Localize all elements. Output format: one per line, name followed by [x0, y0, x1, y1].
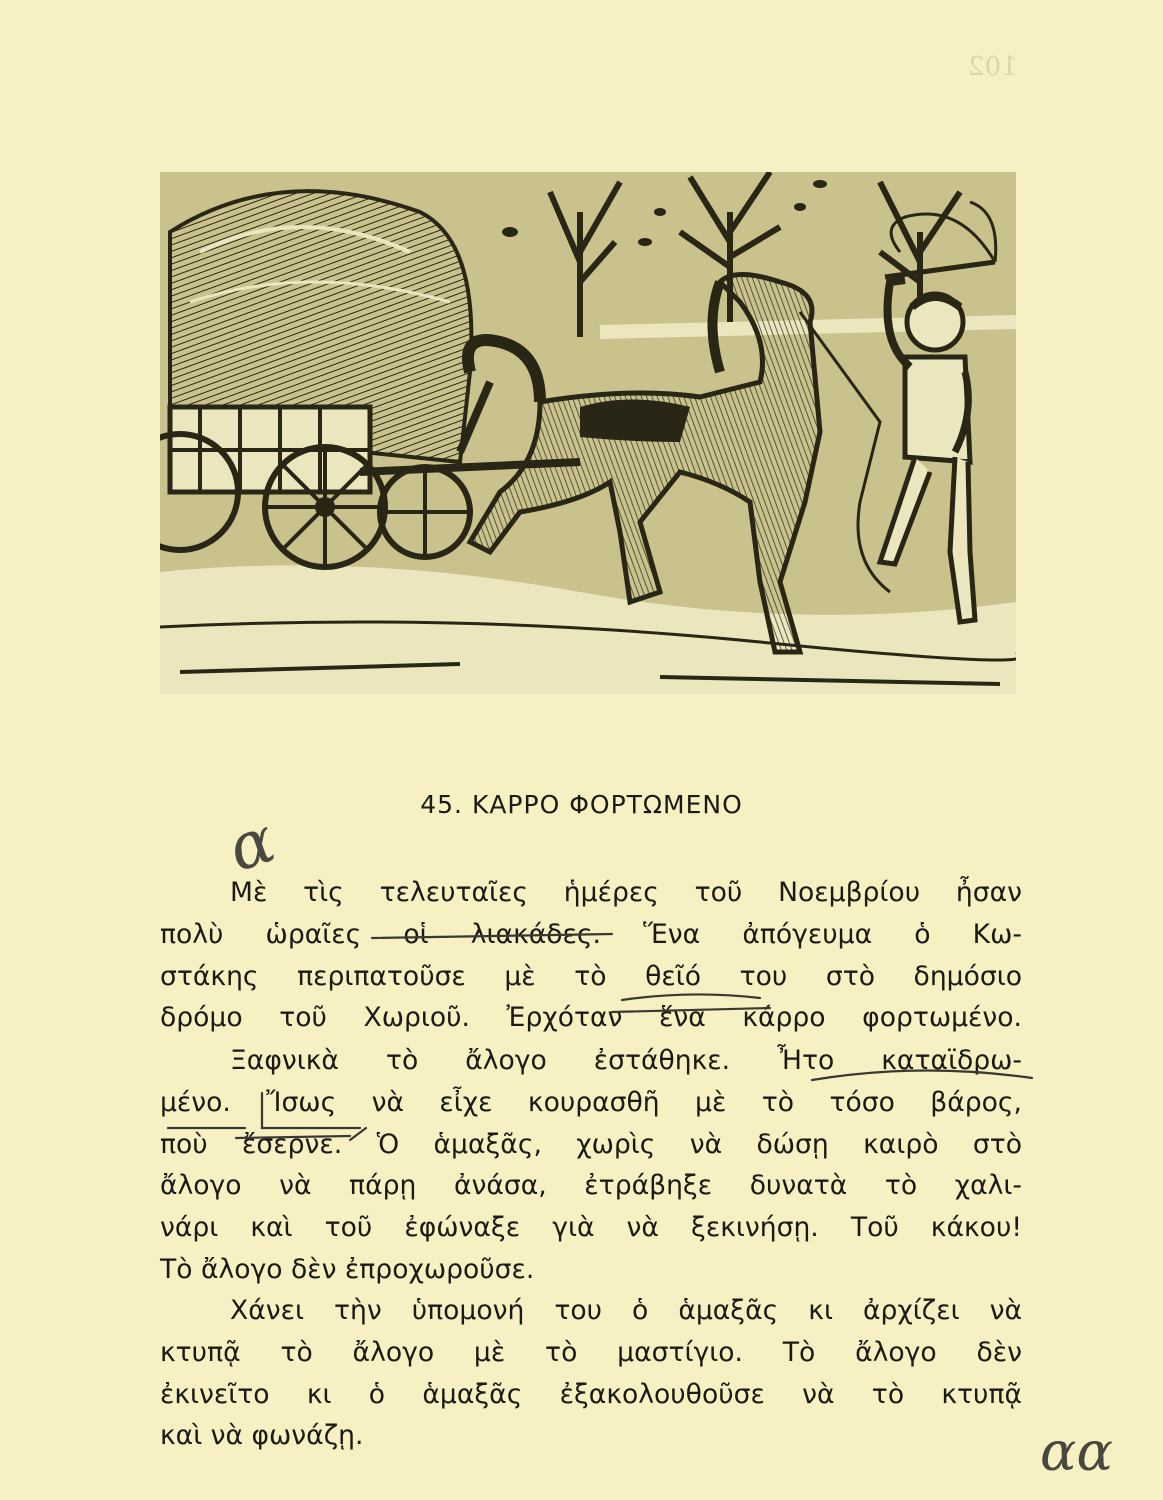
text-line: ἄλογο νὰ πάρῃ ἀνάσα, ἐτράβηξε δυνατὰ τὸ χαλι- — [160, 1170, 1022, 1202]
text-line: κτυπᾷ τὸ ἄλογο μὲ τὸ μαστίγιο. Τὸ ἄλογο δὲν — [160, 1336, 1022, 1368]
page-number-bleedthrough: 102 — [968, 52, 1018, 82]
text-line: Χάνει τὴν ὑπομονή του ὁ ἁμαξᾶς κι ἀρχίζει νὰ — [230, 1295, 1022, 1326]
paragraph-2 — [160, 1040, 1022, 1291]
text-line: ἐκινεῖτο κι ὁ ἁμαξᾶς ἐξακολουθοῦσε νὰ τὸ κτυπᾷ — [160, 1378, 1022, 1410]
handwritten-mark-bottom: αα — [1040, 1420, 1113, 1483]
text-line: νάρι καὶ τοῦ ἐφώναξε γιὰ νὰ ξεκινήσῃ. Τοῦ κάκου! — [160, 1212, 1022, 1244]
text-line: καὶ νὰ φωνάζῃ. — [160, 1420, 364, 1452]
woodcut-drawing — [160, 172, 1016, 694]
text-line: ποὺ ἔσερνε. Ὁ ἁμαξᾶς, χωρὶς νὰ δώσῃ καιρὸ στὸ — [160, 1128, 1022, 1160]
handwritten-mark-top: α — [219, 803, 284, 887]
text-line: μένο. Ἴσως νὰ εἶχε κουρασθῆ μὲ τὸ τόσο βάρος, — [160, 1086, 1022, 1118]
text-line: δρόμο τοῦ Χωριοῦ. Ἐρχόταν ἕνα κάρρο φορτωμένο. — [160, 1002, 1022, 1034]
horse-cart-illustration — [160, 172, 1016, 694]
paragraph-1 — [160, 872, 1022, 1039]
text-line: Ξαφνικὰ τὸ ἄλογο ἐστάθηκε. Ἦτο καταϊδρω- — [230, 1045, 1022, 1076]
paragraph-3 — [160, 1290, 1022, 1457]
text-line: Μὲ τὶς τελευταῖες ἡμέρες τοῦ Νοεμβρίου ἦσαν — [230, 877, 1022, 908]
chapter-title: 45. ΚΑΡΡΟ ΦΟΡΤΩΜΕΝΟ — [420, 790, 743, 819]
text-line: στάκης περιπατοῦσε μὲ τὸ θεῖό του στὸ δημόσιο — [160, 960, 1022, 992]
text-line: πολὺ ὡραῖες οἱ λιακάδες. Ἕνα ἀπόγευμα ὁ Κω- — [160, 918, 1022, 950]
text-line: Τὸ ἄλογο δὲν ἐπροχωροῦσε. — [160, 1253, 535, 1285]
